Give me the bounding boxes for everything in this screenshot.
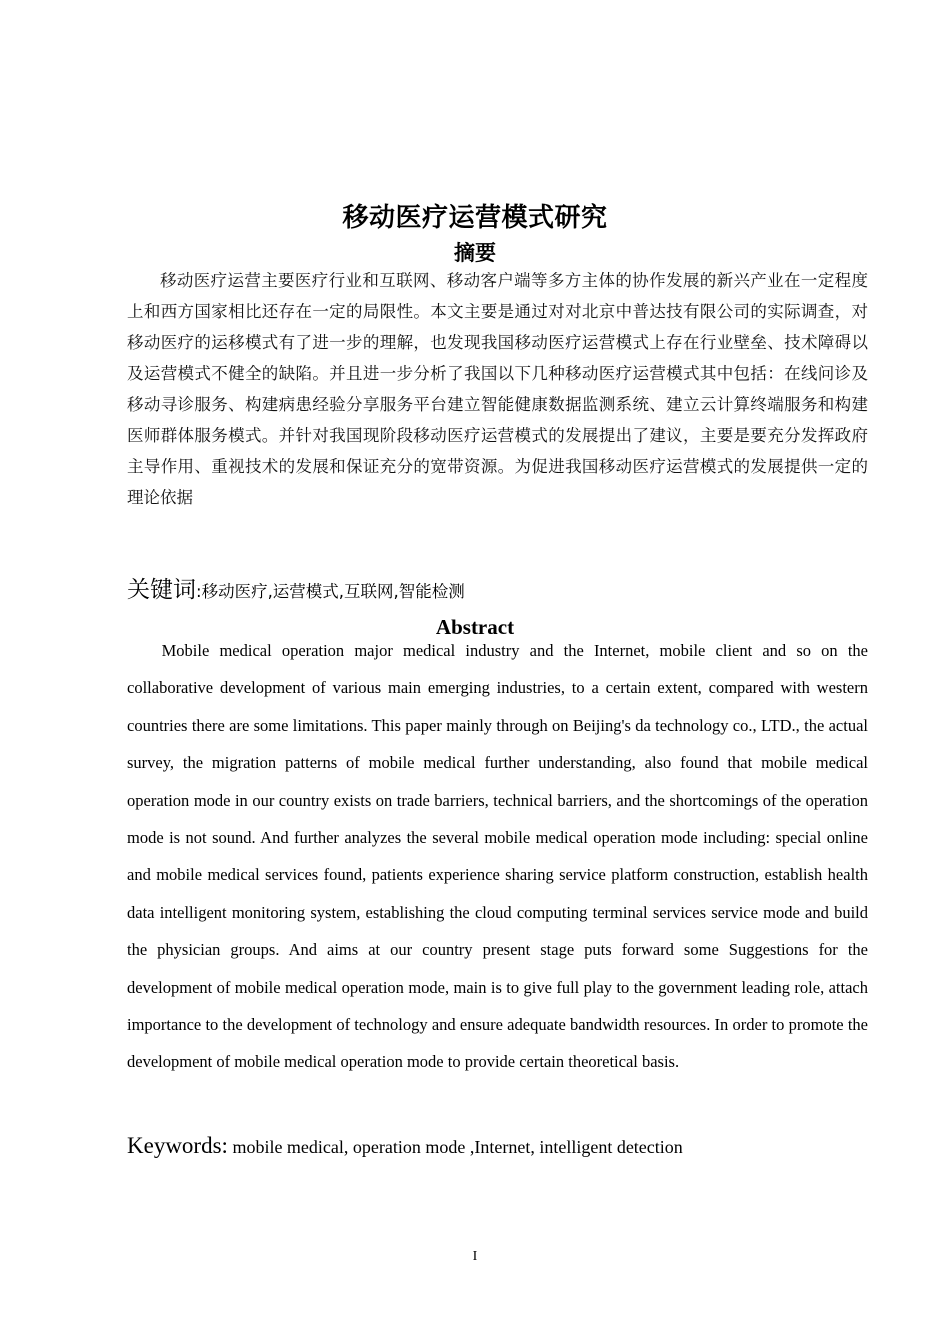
document-title: 移动医疗运营模式研究 [342,203,608,233]
abstract-cn-heading: 摘要 [454,241,496,265]
abstract-cn-body: 移动医疗运营主要医疗行业和互联网、移动客户端等多方主体的协作发展的新兴产业在一定程度上和西方国家相比还存在一定的局限性。本文主要是通过对对北京中普达技有限公司的实际调查，对移动医疗的运移模式有了进一步的理解，也发现我国移动医疗运营模式上存在行业壁垒、技术障碍以及运营模式不健全的缺陷。并且进一步分析了我国以下几种移动医疗运营模式其中包括：在线问诊及移动寻诊服务、构建病患经验分享服务平台建立智能健康数据监测系统、建立云计算终端服务和构建医师群体服务模式。并针对我国现阶段移动医疗运营模式的发展提出了建议，主要是要充分发挥政府主导作用、重视技术的发展和保证充分的宽带资源。为促进我国移动医疗运营模式的发展提供一定的理论依据 [127,271,868,507]
keywords-cn-separator: : [196,582,202,601]
keywords-cn-value: 移动医疗,运营模式,互联网,智能检测 [201,582,465,601]
page-number: I [472,1249,478,1264]
keywords-cn [127,572,868,610]
abstract-en-heading: Abstract [435,615,515,639]
abstract-en-body: Mobile medical operation major medical industry and the Internet, mobile client and so on the collaborative development of various main emerging industries, to a certain extent, compared with western countries there are some limitations. This paper mainly through on Beijing's da technology co., LTD., the actual survey, the migration patterns of mobile medical further understanding, also found that mobile medical operation mode in our country exists on trade barriers, technical barriers, and the shortcomings of the operation mode is not sound. And further analyzes the several mobile medical operation mode including: special online and mobile medical services found, patients experience sharing service platform construction, establish health data intelligent monitoring system, establishing the cloud computing terminal services service mode and build the physician groups. And aims at our country present stage puts forward some Suggestions for the development of mobile medical operation mode, main is to give full play to the government leading role, attach importance to the development of technology and ensure adequate bandwidth resources. In order to promote the development of mobile medical operation mode to provide certain theoretical basis. [127,641,868,1072]
keywords-cn-label: 关键词 [127,577,196,603]
keywords-en [127,1128,887,1165]
keywords-en-value: mobile medical, operation mode ,Internet, intelligent detection [227,1137,683,1157]
keywords-en-label: Keywords: [127,1133,228,1158]
